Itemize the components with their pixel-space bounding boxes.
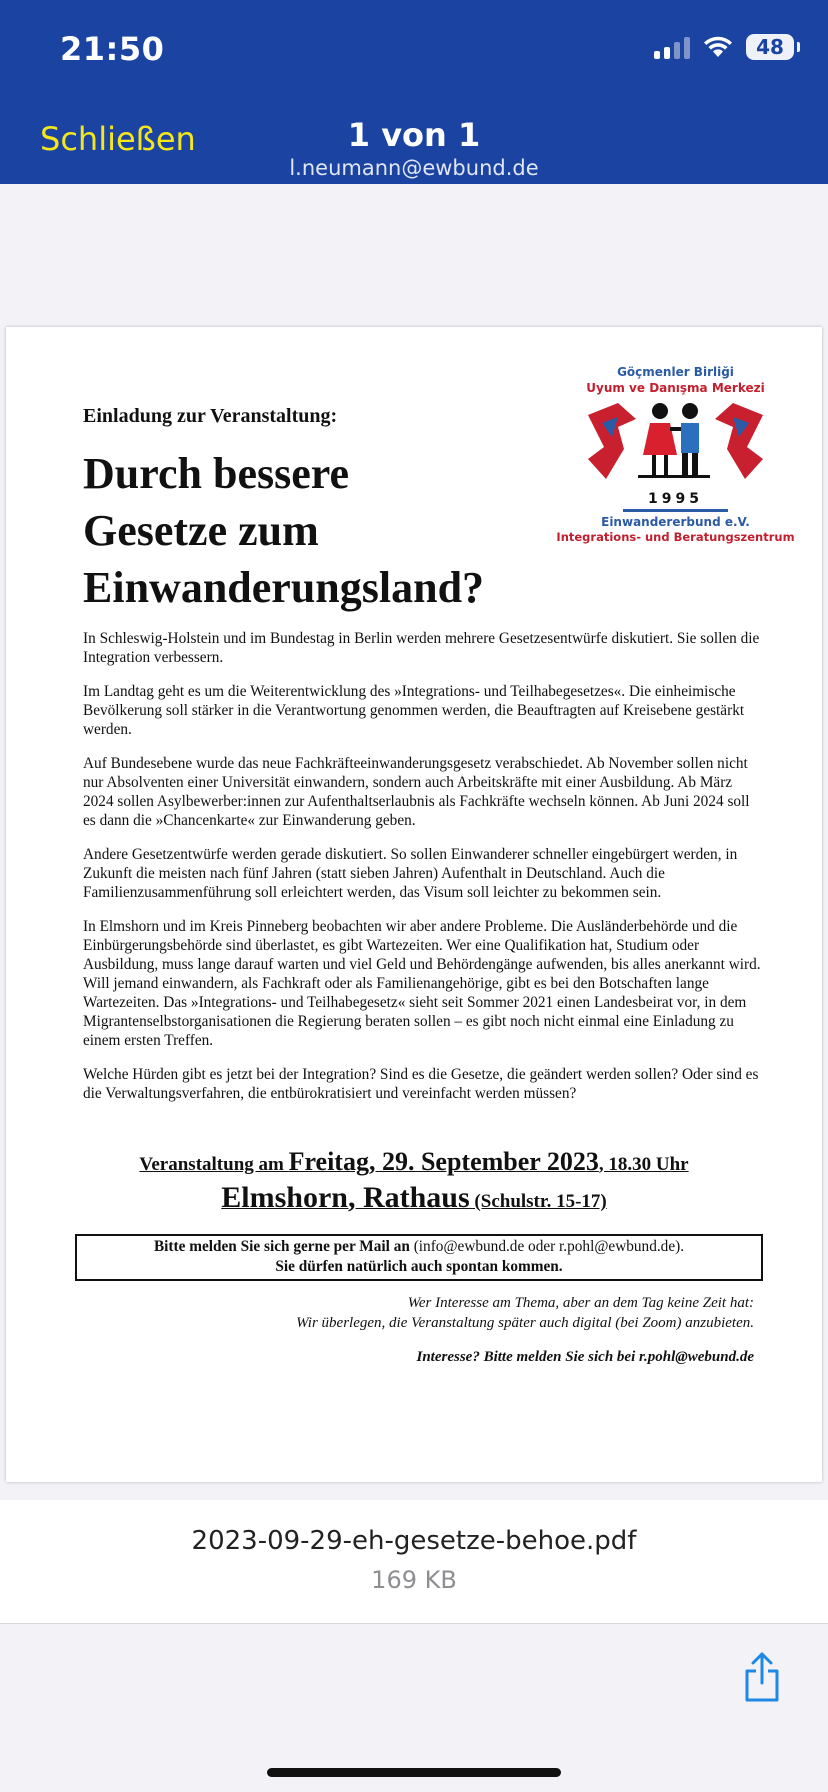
page-counter: 1 von 1 xyxy=(347,116,481,154)
wifi-icon xyxy=(702,35,734,59)
share-icon[interactable] xyxy=(742,1651,782,1703)
sender-email: l.neumann@ewbund.de xyxy=(289,156,539,180)
status-indicators xyxy=(654,34,794,60)
title-line: Gesetze zum xyxy=(83,506,319,555)
file-info xyxy=(0,1500,828,1624)
file-size: 169 KB xyxy=(371,1566,457,1594)
registration-line1 xyxy=(77,1237,761,1257)
event-prefix: Veranstaltung am xyxy=(139,1154,289,1175)
status-time: 21:50 xyxy=(60,30,165,68)
battery-icon: 48 xyxy=(746,34,794,60)
paragraph: In Schleswig-Holstein und im Bundestag in Berlin werden mehrere Gesetzesentwürfe diskutiert. Sie sollen die Integration verbessern. xyxy=(83,630,760,666)
paragraph: Andere Gesetzentwürfe werden gerade diskutiert. So sollen Einwanderer schneller eingebürgert werden, in Zukunft die meisten nach fünf Jahren (statt sieben Jahren) Aufenthalt in Deutschland. Auch die Familienzusammenführung soll erleichtert werden, das Visum soll leichter zu bekommen sein. xyxy=(83,846,738,901)
logo-tagline: Integrations- und Beratungszentrum xyxy=(556,530,795,544)
pdf-page[interactable] xyxy=(6,327,822,1482)
registration-emails: (info@ewbund.de oder r.pohl@ewbund.de). xyxy=(409,1238,685,1255)
paragraph: Im Landtag geht es um die Weiterentwicklung des »Integrations- und Teilhabegesetzes«. Die einheimische Bevölkerung soll stärker in die Verantwortung genommen werden, die Beauftragten auf Kreisebene gestärkt werden. xyxy=(83,683,745,738)
paragraph: Welche Hürden gibt es jetzt bei der Integration? Sind es die Gesetze, die geändert werden sollen? Oder sind es die Verwaltungsverfahren, die entbürokratisiert und vereinfacht werden müssen? xyxy=(83,1066,759,1102)
registration-bold: Bitte melden Sie sich gerne per Mail an xyxy=(153,1238,410,1255)
event-address: (Schulstr. 15-17) xyxy=(469,1191,607,1212)
event-time: , 18.30 Uhr xyxy=(598,1154,689,1175)
title-line: Durch bessere xyxy=(83,449,350,498)
document-body xyxy=(83,629,763,1118)
zoom-note xyxy=(54,1293,754,1333)
zoom-note-line2: Wir überlegen, die Veranstaltung später auch digital (bei Zoom) anzubieten. xyxy=(296,1315,754,1331)
paragraph: Auf Bundesebene wurde das neue Fachkräfteeinwanderungsgesetz verabschiedet. Ab November sollen nicht nur Absolventen einer Universität einwandern, sondern auch Arbeitskräfte mit einer Ausbildung. Ab März 2024 sollen Asylbewerber:innen zur Aufenthaltserlaubnis als Fachkräfte wechseln können. Ab Juni 2024 soll es dann die »Chancenkarte« zur Einwanderung geben. xyxy=(83,755,750,829)
logo-text-line1: Göçmenler Birliği xyxy=(617,365,734,379)
event-date-line xyxy=(6,1147,822,1177)
event-location-line xyxy=(6,1181,822,1215)
contact-line: Interesse? Bitte melden Sie sich bei r.pohl@webund.de xyxy=(416,1349,754,1365)
file-name: 2023-09-29-eh-gesetze-behoe.pdf xyxy=(191,1526,637,1556)
paragraph: In Elmshorn und im Kreis Pinneberg beobachten wir aber andere Probleme. Die Ausländerbehörde und die Einbürgerungsbehörde sind überlastet, es gibt Wartezeiten. Wer eine Qualifikation hat, Studium oder Ausbildung, muss lange darauf warten und viel Geld und Behördengänge aufwenden, bis alles anerkannt wird. Will jemand einwandern, als Fachkraft oder als Familienangehörige, gibt es bei den Botschaften lange Wartezeiten. Das »Integrations- und Teilhabegesetz« sieht seit Sommer 2021 einen Landesbeirat vor, in dem Migrantenselbstorganisationen die Regierung beraten sollen – es gibt noch nicht einmal eine Einladung zu einem ersten Treffen. xyxy=(83,918,761,1049)
top-bar xyxy=(0,0,828,184)
signal-icon xyxy=(654,35,690,59)
invitation-heading: Einladung zur Veranstaltung: xyxy=(83,405,338,427)
home-indicator[interactable] xyxy=(267,1768,561,1777)
header-title-block xyxy=(0,116,828,180)
logo-org-name: Einwandererbund e.V. xyxy=(601,515,750,529)
registration-line2: Sie dürfen natürlich auch spontan kommen. xyxy=(275,1258,563,1275)
close-button[interactable]: Schließen xyxy=(40,120,196,158)
event-date: Freitag, 29. September 2023 xyxy=(288,1147,599,1176)
zoom-note-line1: Wer Interesse am Thema, aber an dem Tag keine Zeit hat: xyxy=(407,1295,754,1311)
logo-year: 1995 xyxy=(648,491,703,507)
logo-figures-icon xyxy=(578,397,773,489)
title-line: Einwanderungsland? xyxy=(83,563,485,612)
event-place: Elmshorn, Rathaus xyxy=(221,1181,470,1214)
logo-divider xyxy=(623,509,728,512)
registration-box xyxy=(75,1234,763,1281)
logo-text-line2: Uyum ve Danışma Merkezi xyxy=(586,381,765,395)
document-title xyxy=(83,445,603,616)
